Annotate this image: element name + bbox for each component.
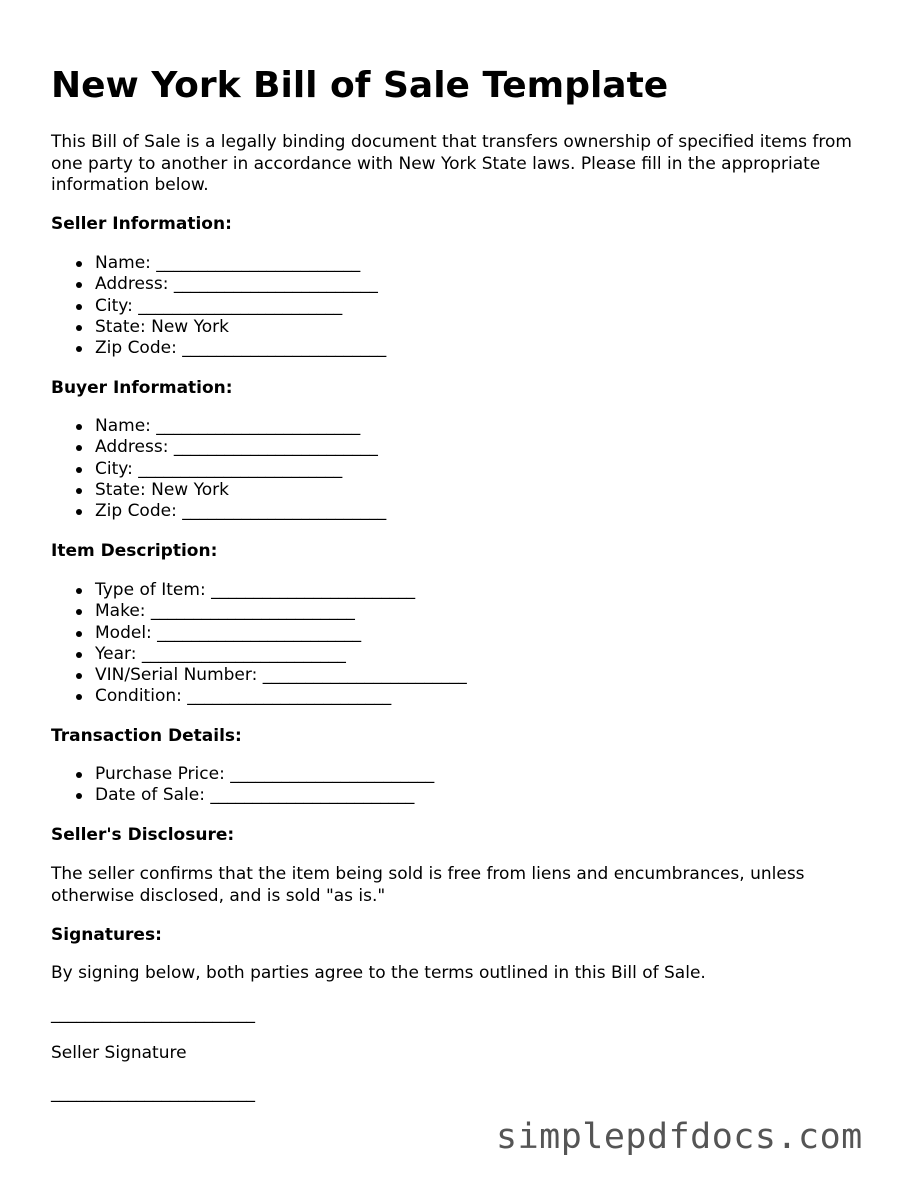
signatures-heading: Signatures: bbox=[51, 925, 162, 945]
watermark-text: simplepdfdocs.com bbox=[496, 1117, 863, 1157]
purchase-price-field: Purchase Price: ________________________ bbox=[51, 764, 434, 785]
item-year-field: Year: ________________________ bbox=[51, 644, 467, 665]
seller-info-heading: Seller Information: bbox=[51, 214, 232, 234]
buyer-info-heading: Buyer Information: bbox=[51, 378, 233, 398]
seller-disclosure-heading: Seller's Disclosure: bbox=[51, 825, 235, 845]
item-type-field: Type of Item: ________________________ bbox=[51, 580, 467, 601]
seller-name-field: Name: ________________________ bbox=[51, 253, 386, 274]
buyer-name-field: Name: ________________________ bbox=[51, 416, 386, 437]
item-description-heading: Item Description: bbox=[51, 541, 218, 561]
page-title: New York Bill of Sale Template bbox=[51, 65, 669, 106]
signatures-text: By signing below, both parties agree to the terms outlined in this Bill of Sale. bbox=[51, 963, 706, 983]
seller-address-field: Address: ________________________ bbox=[51, 274, 386, 295]
buyer-info-list bbox=[51, 416, 386, 522]
buyer-signature-line: ________________________ bbox=[51, 1083, 255, 1103]
seller-signature-line: ________________________ bbox=[51, 1004, 255, 1024]
seller-disclosure-text: The seller confirms that the item being sold is free from liens and encumbrances, unless otherwise disclosed, and is sold "as is." bbox=[51, 864, 805, 906]
seller-zip-field: Zip Code: ________________________ bbox=[51, 338, 386, 359]
item-make-field: Make: ________________________ bbox=[51, 601, 467, 622]
buyer-city-field: City: ________________________ bbox=[51, 459, 386, 480]
item-vin-field: VIN/Serial Number: ________________________ bbox=[51, 665, 467, 686]
seller-info-list bbox=[51, 253, 386, 359]
seller-city-field: City: ________________________ bbox=[51, 296, 386, 317]
item-condition-field: Condition: ________________________ bbox=[51, 686, 467, 707]
seller-signature-label: Seller Signature bbox=[51, 1043, 187, 1063]
date-of-sale-field: Date of Sale: ________________________ bbox=[51, 785, 434, 806]
intro-paragraph: This Bill of Sale is a legally binding document that transfers ownership of specified items from one party to another in accordance with New York State laws. Please fill in the appropriate information below. bbox=[51, 132, 852, 195]
transaction-details-heading: Transaction Details: bbox=[51, 726, 242, 746]
transaction-details-list bbox=[51, 764, 434, 807]
buyer-zip-field: Zip Code: ________________________ bbox=[51, 501, 386, 522]
buyer-state-field: State: New York bbox=[51, 480, 386, 501]
seller-state-field: State: New York bbox=[51, 317, 386, 338]
item-model-field: Model: ________________________ bbox=[51, 623, 467, 644]
item-description-list bbox=[51, 580, 467, 708]
buyer-address-field: Address: ________________________ bbox=[51, 437, 386, 458]
